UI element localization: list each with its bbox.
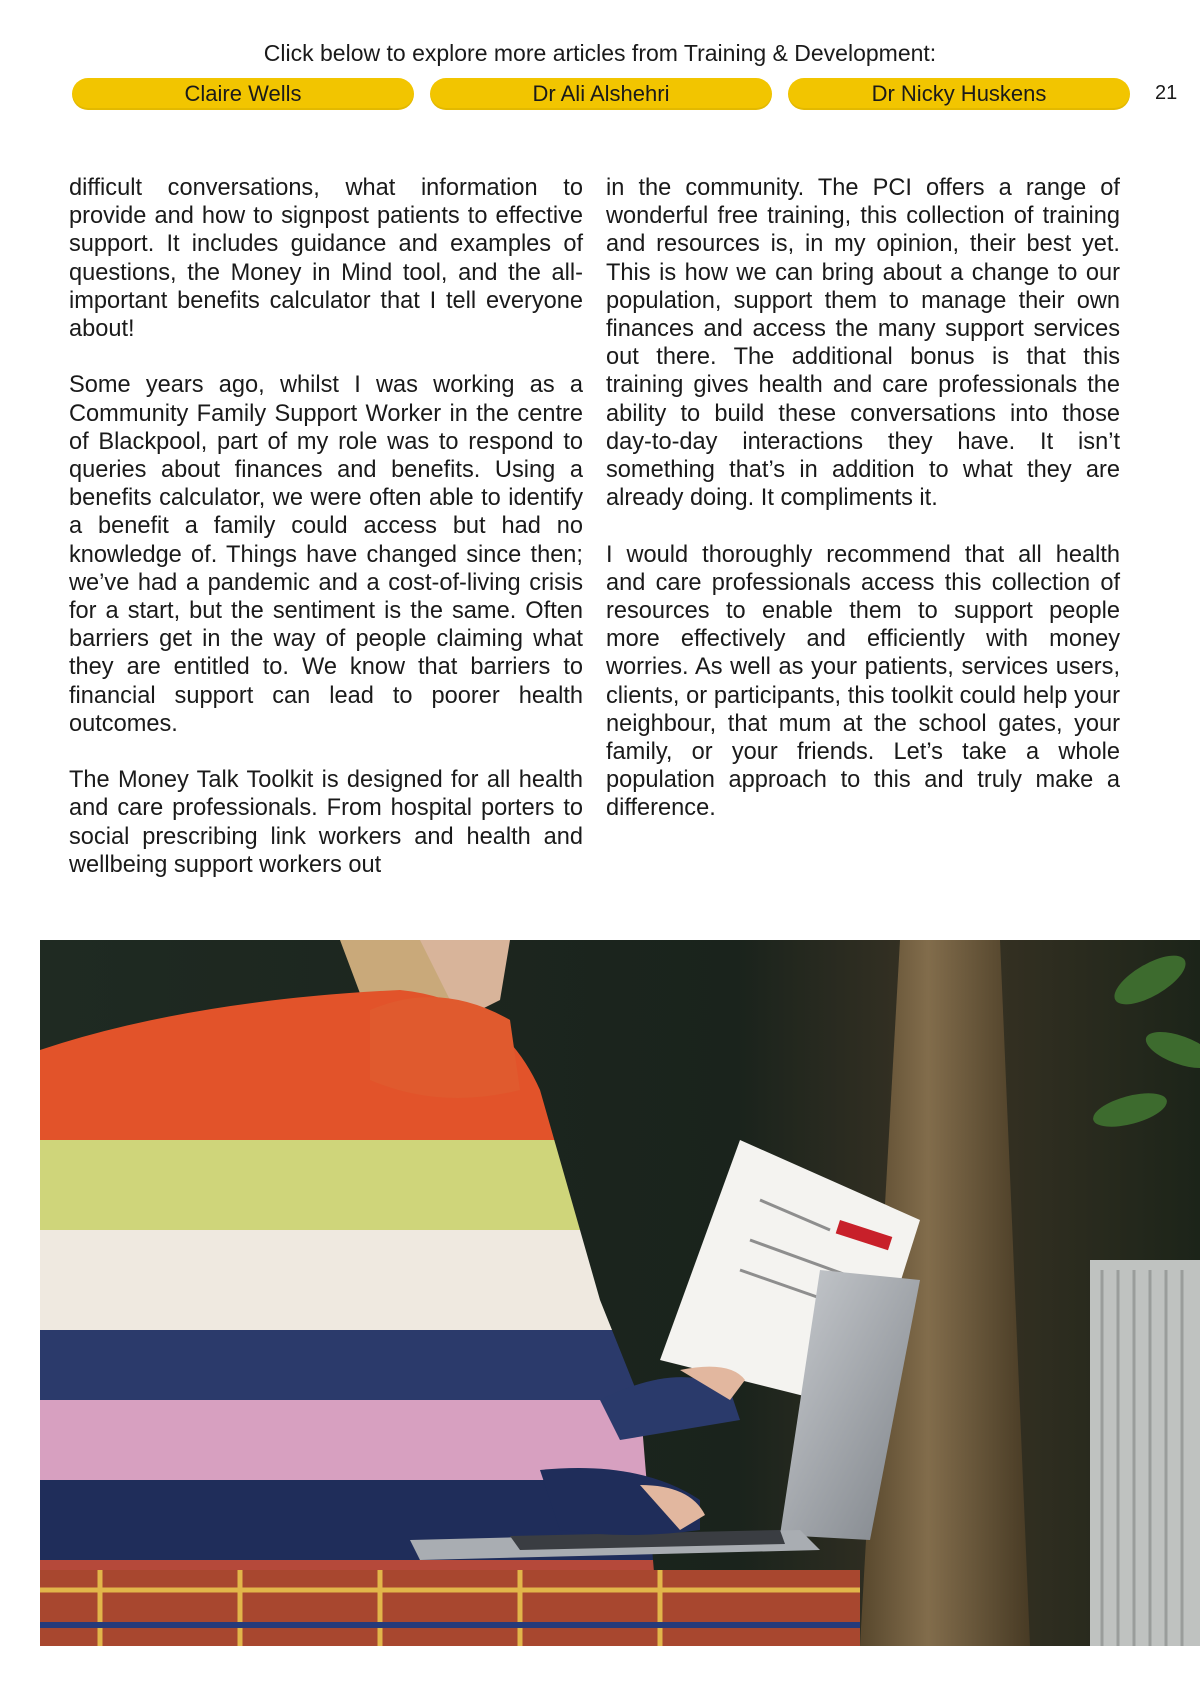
explore-caption: Click below to explore more articles from Training & Development: [263,40,937,66]
paragraph: The Money Talk Toolkit is designed for all health and care professionals. From hospital porters to social prescribing link workers and health and wellbeing support workers out [69,767,583,878]
article-left-column [69,174,583,879]
article-right-column [606,174,1120,823]
paragraph: I would thoroughly recommend that all health and care professionals access this collection of resources to enable them to support people more effectively and efficiently with money worries. As well as your patients, services users, clients, or participants, this toolkit could help your neighbour, that mum at the school gates, your family, or your friends. Let’s take a whole population approach to this and truly make a difference. [606,541,1120,822]
paragraph: difficult conversations, what information to provide and how to signpost patients to effective support. It includes guidance and examples of questions, the Money in Mind tool, and the all-important benefits calculator that I tell everyone about! [69,175,583,343]
page-number: 21 [1155,82,1178,104]
article-link-nicky-huskens[interactable]: Dr Nicky Huskens [788,78,1130,110]
paragraph: Some years ago, whilst I was working as a Community Family Support Worker in the centre of Blackpool, part of my role was to respond to queries about finances and benefits. Using a benefits calculator, we were often able to identify a benefit a family could access but had no knowledge of. Things have changed since then; we’ve had a pandemic and a cost-of-living crisis for a start, but the sentiment is the same. Often barriers get in the way of people claiming what they are entitled to. We know that barriers to financial support can lead to poorer health outcomes. [69,372,583,737]
article-link-ali-alshehri[interactable]: Dr Ali Alshehri [430,78,772,110]
article-link-claire-wells[interactable]: Claire Wells [72,78,414,110]
article-photo [40,940,1200,1646]
paragraph: in the community. The PCI offers a range of wonderful free training, this collection of training and resources is, in my opinion, their best yet. This is how we can bring about a change to our population, support them to manage their own finances and access the many support services out there. The additional bonus is that this training gives health and care professionals the ability to build these conversations into those day-to-day interactions they have. It isn’t something that’s in addition to what they are already doing. It compliments it. [606,175,1120,512]
